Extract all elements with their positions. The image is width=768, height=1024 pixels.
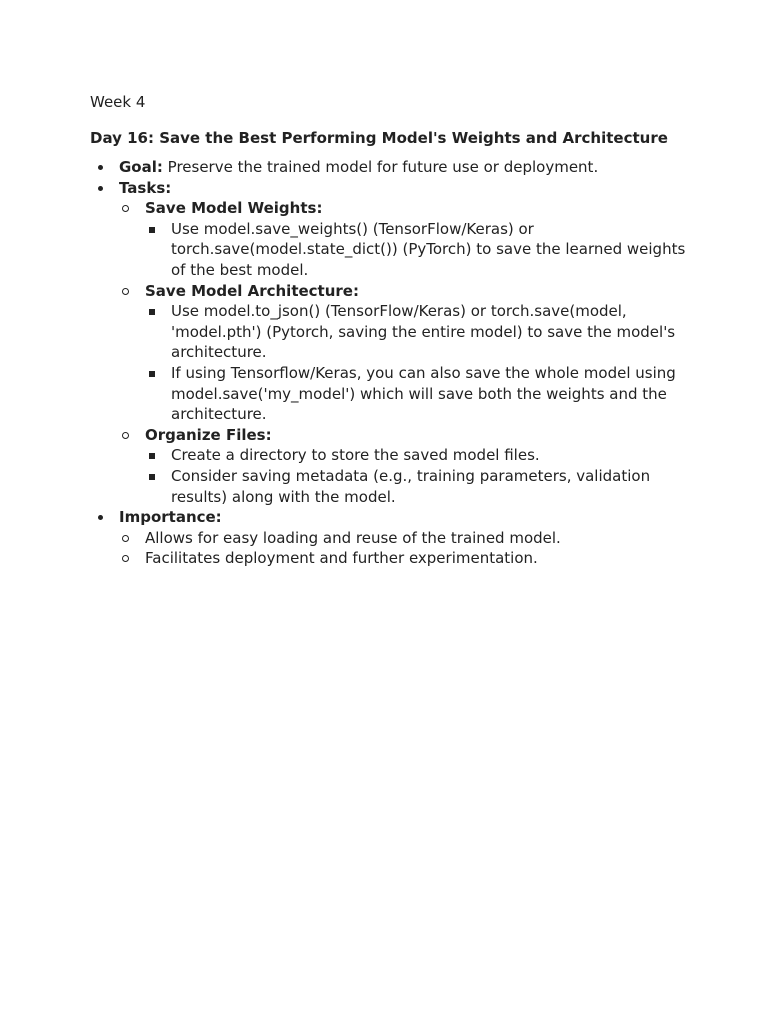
- importance-label: Importance:: [119, 508, 222, 527]
- save-architecture-label: Save Model Architecture:: [145, 281, 359, 300]
- bullet-disc-icon: [90, 178, 106, 198]
- bullet-disc-icon: [90, 157, 106, 177]
- goal-item: [90, 157, 690, 178]
- save-architecture-sublist: [145, 301, 690, 425]
- list-item-text: If using Tensorflow/Keras, you can also save the whole model using model.save('my_model') which will save both the weights and the architecture.: [171, 363, 676, 424]
- save-weights-label: Save Model Weights:: [145, 199, 323, 218]
- week-heading: Week 4: [90, 93, 146, 111]
- organize-files-sublist: [145, 445, 690, 507]
- goal-text: Preserve the trained model for future use or deployment.: [162, 158, 599, 176]
- tasks-label: Tasks:: [119, 178, 172, 197]
- list-item: [145, 466, 690, 507]
- list-item-text: Consider saving metadata (e.g., training parameters, validation results) along with the model.: [171, 466, 651, 506]
- bullet-square-icon: [145, 445, 161, 465]
- list-item: [119, 548, 690, 569]
- main-bullet-list: [90, 157, 690, 569]
- bullet-circle-icon: [119, 528, 135, 548]
- bullet-square-icon: [145, 219, 161, 239]
- save-weights-item: [119, 198, 690, 280]
- bullet-disc-icon: [90, 507, 106, 527]
- day-title: Day 16: Save the Best Performing Model's Weights and Architecture: [90, 129, 668, 147]
- bullet-square-icon: [145, 301, 161, 321]
- list-item: [145, 219, 690, 281]
- save-weights-sublist: [145, 219, 690, 281]
- list-item: [145, 363, 690, 425]
- bullet-square-icon: [145, 363, 161, 383]
- list-item: [145, 301, 690, 363]
- tasks-item: [90, 178, 690, 508]
- bullet-circle-icon: [119, 198, 135, 218]
- bullet-circle-icon: [119, 425, 135, 445]
- bullet-circle-icon: [119, 281, 135, 301]
- goal-label: Goal:: [119, 158, 163, 176]
- list-item: [145, 445, 690, 466]
- bullet-circle-icon: [119, 548, 135, 568]
- list-item: [119, 528, 690, 549]
- save-architecture-item: [119, 281, 690, 425]
- organize-files-label: Organize Files:: [145, 425, 272, 444]
- importance-sublist: [119, 528, 690, 569]
- organize-files-item: [119, 425, 690, 507]
- importance-item: [90, 507, 690, 569]
- list-item-text: Use model.to_json() (TensorFlow/Keras) or torch.save(model, 'model.pth') (Pytorch, saving the entire model) to save the model's architecture.: [171, 302, 676, 362]
- list-item-text: Create a directory to store the saved model files.: [171, 446, 540, 465]
- bullet-square-icon: [145, 466, 161, 486]
- tasks-sublist: [119, 198, 690, 507]
- list-item-text: Allows for easy loading and reuse of the trained model.: [145, 528, 561, 547]
- list-item-text: Use model.save_weights() (TensorFlow/Keras) or torch.save(model.state_dict()) (PyTorch) to save the learned weights of the best model.: [171, 219, 686, 279]
- list-item-text: Facilitates deployment and further experimentation.: [145, 549, 538, 568]
- document-page: [90, 92, 690, 569]
